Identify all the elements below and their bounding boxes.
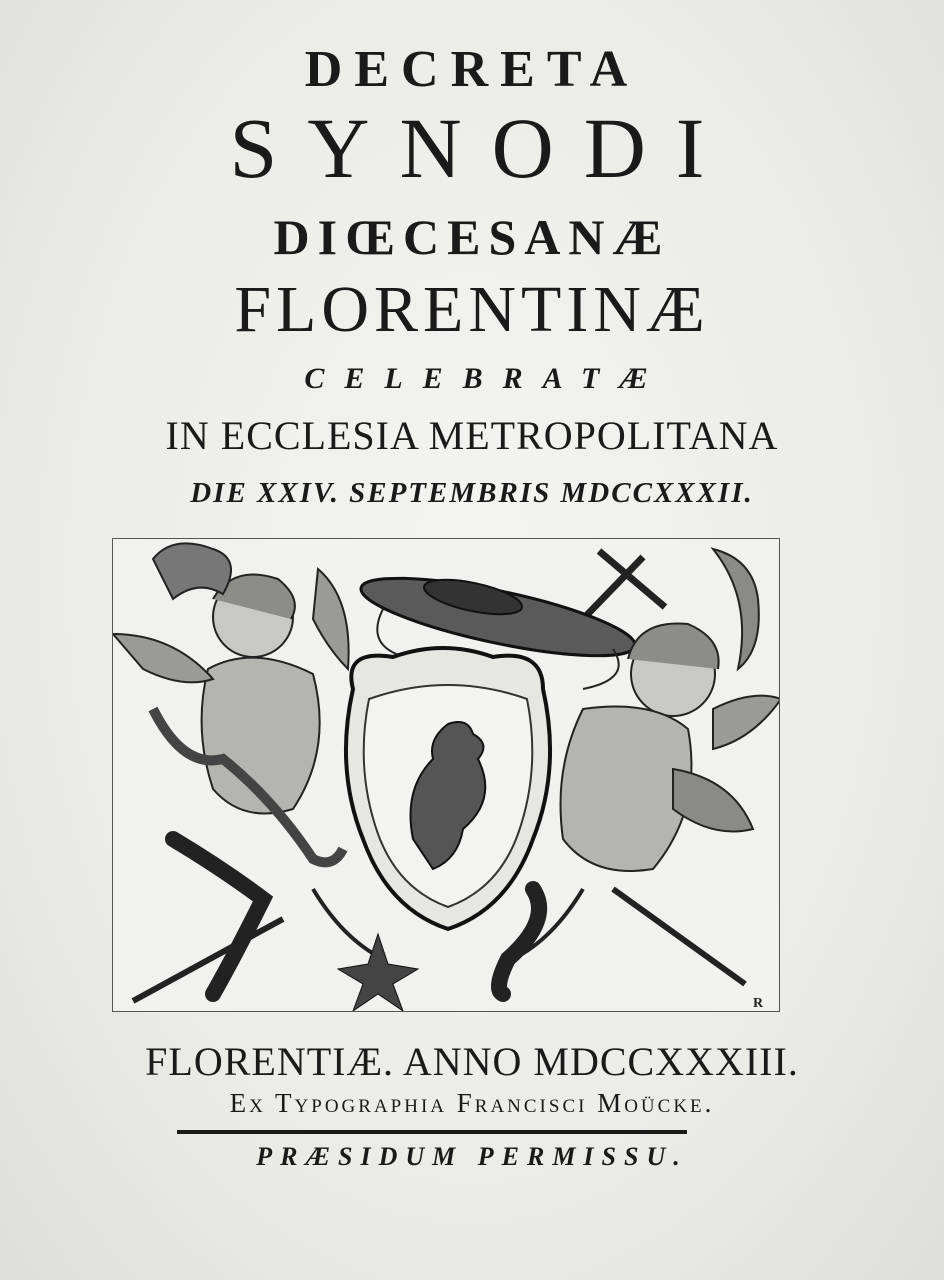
subtitle-ecclesia: IN ECCLESIA METROPOLITANA (165, 413, 779, 458)
imprint-place-year: FLORENTIÆ. ANNO MDCCXXXIII. (145, 1039, 799, 1084)
title-synodi: SYNODI (229, 100, 735, 196)
acanthus-scroll (153, 543, 231, 599)
imprint-permission: PRÆSIDUM PERMISSU. (256, 1142, 688, 1171)
shield-cartouche (346, 648, 550, 929)
title-decreta: DECRETA (304, 41, 640, 98)
date-line: DIE XXIV. SEPTEMBRIS MDCCXXXII. (190, 477, 754, 509)
cross-icon (583, 551, 665, 619)
title-dioecesanae: DIŒCESANÆ (273, 209, 671, 265)
subtitle-celebratae: CELEBRATÆ (304, 362, 668, 395)
engraving-coat-of-arms (112, 538, 780, 1012)
engraver-signature: R (753, 996, 764, 1011)
staff-right (613, 889, 745, 984)
divider-rule (177, 1130, 687, 1134)
ribbon-right (713, 549, 759, 669)
wing-right (713, 696, 779, 749)
putto-left (113, 543, 349, 994)
wing-left (113, 634, 213, 682)
star-icon (338, 934, 418, 1011)
engraving-illustration (113, 539, 779, 1011)
imprint-printer: Ex Typographia Francisci Moücke. (229, 1088, 715, 1118)
title-florentinae: FLORENTINÆ (234, 273, 710, 346)
